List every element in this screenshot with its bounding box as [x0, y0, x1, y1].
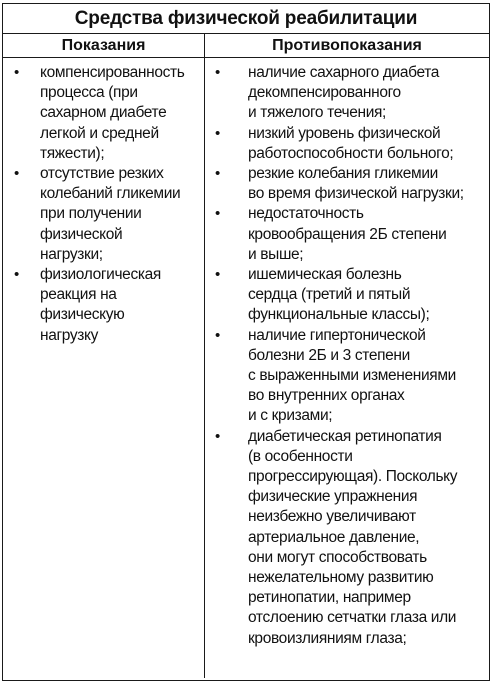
bullet-icon: •	[215, 266, 220, 284]
list-item	[205, 427, 489, 649]
list-item-text: резкие колебания гликемии во время физической нагрузки;	[248, 165, 464, 203]
list-item	[205, 204, 489, 265]
bullet-icon: •	[14, 165, 19, 183]
contraindications-column	[205, 58, 489, 678]
list-item	[205, 326, 489, 427]
table-header-row	[3, 34, 489, 58]
list-item-text: низкий уровень физической работоспособности больного;	[248, 124, 454, 162]
list-item	[205, 164, 489, 204]
contraindications-header: Противопоказания	[272, 36, 422, 54]
bullet-icon: •	[215, 64, 220, 81]
indications-header: Показания	[3, 34, 205, 57]
list-item-text: компенсированность процесса (при сахарном диабете легкой и средней тяжести);	[40, 64, 185, 162]
bullet-icon: •	[215, 124, 220, 142]
list-item-text: ишемическая болезнь сердца (третий и пятый функциональные классы);	[248, 266, 430, 324]
table-title: Средства физической реабилитации	[3, 4, 489, 34]
list-item-text: наличие сахарного диабета декомпенсированного и тяжелого течения;	[248, 64, 440, 122]
table-body-row	[3, 58, 489, 678]
list-item-text: физиологическая реакция на физическую нагрузку	[40, 266, 161, 344]
contraindications-list	[205, 63, 489, 649]
list-item	[3, 63, 204, 164]
bullet-icon: •	[215, 165, 220, 183]
bullet-icon: •	[215, 427, 220, 445]
indications-column	[3, 58, 205, 678]
list-item	[3, 164, 204, 265]
bullet-icon: •	[215, 326, 220, 344]
bullet-icon: •	[14, 64, 19, 81]
list-item	[3, 265, 204, 346]
list-item	[205, 63, 489, 124]
list-item-text: диабетическая ретинопатия (в особенности прогрессирующая). Поскольку физические упражнения неизбежно увеличивают артериальное давление, они могут способствовать нежелательному развитию ретинопатии, например отслоению сетчатки глаза или кровоизлияниям глаза;	[248, 427, 458, 647]
list-item-text: недостаточность кровообращения 2Б степени и выше;	[248, 205, 447, 263]
rehabilitation-table	[2, 3, 490, 681]
bullet-icon: •	[14, 266, 19, 284]
list-item-text: наличие гипертонической болезни 2Б и 3 степени с выраженными изменениями во внутренних органах и с кризами;	[248, 326, 456, 425]
bullet-icon: •	[215, 205, 220, 223]
list-item	[205, 265, 489, 326]
list-item-text: отсутствие резких колебаний гликемии при получении физической нагрузки;	[40, 165, 181, 263]
list-item	[205, 124, 489, 164]
indications-list	[3, 63, 204, 346]
